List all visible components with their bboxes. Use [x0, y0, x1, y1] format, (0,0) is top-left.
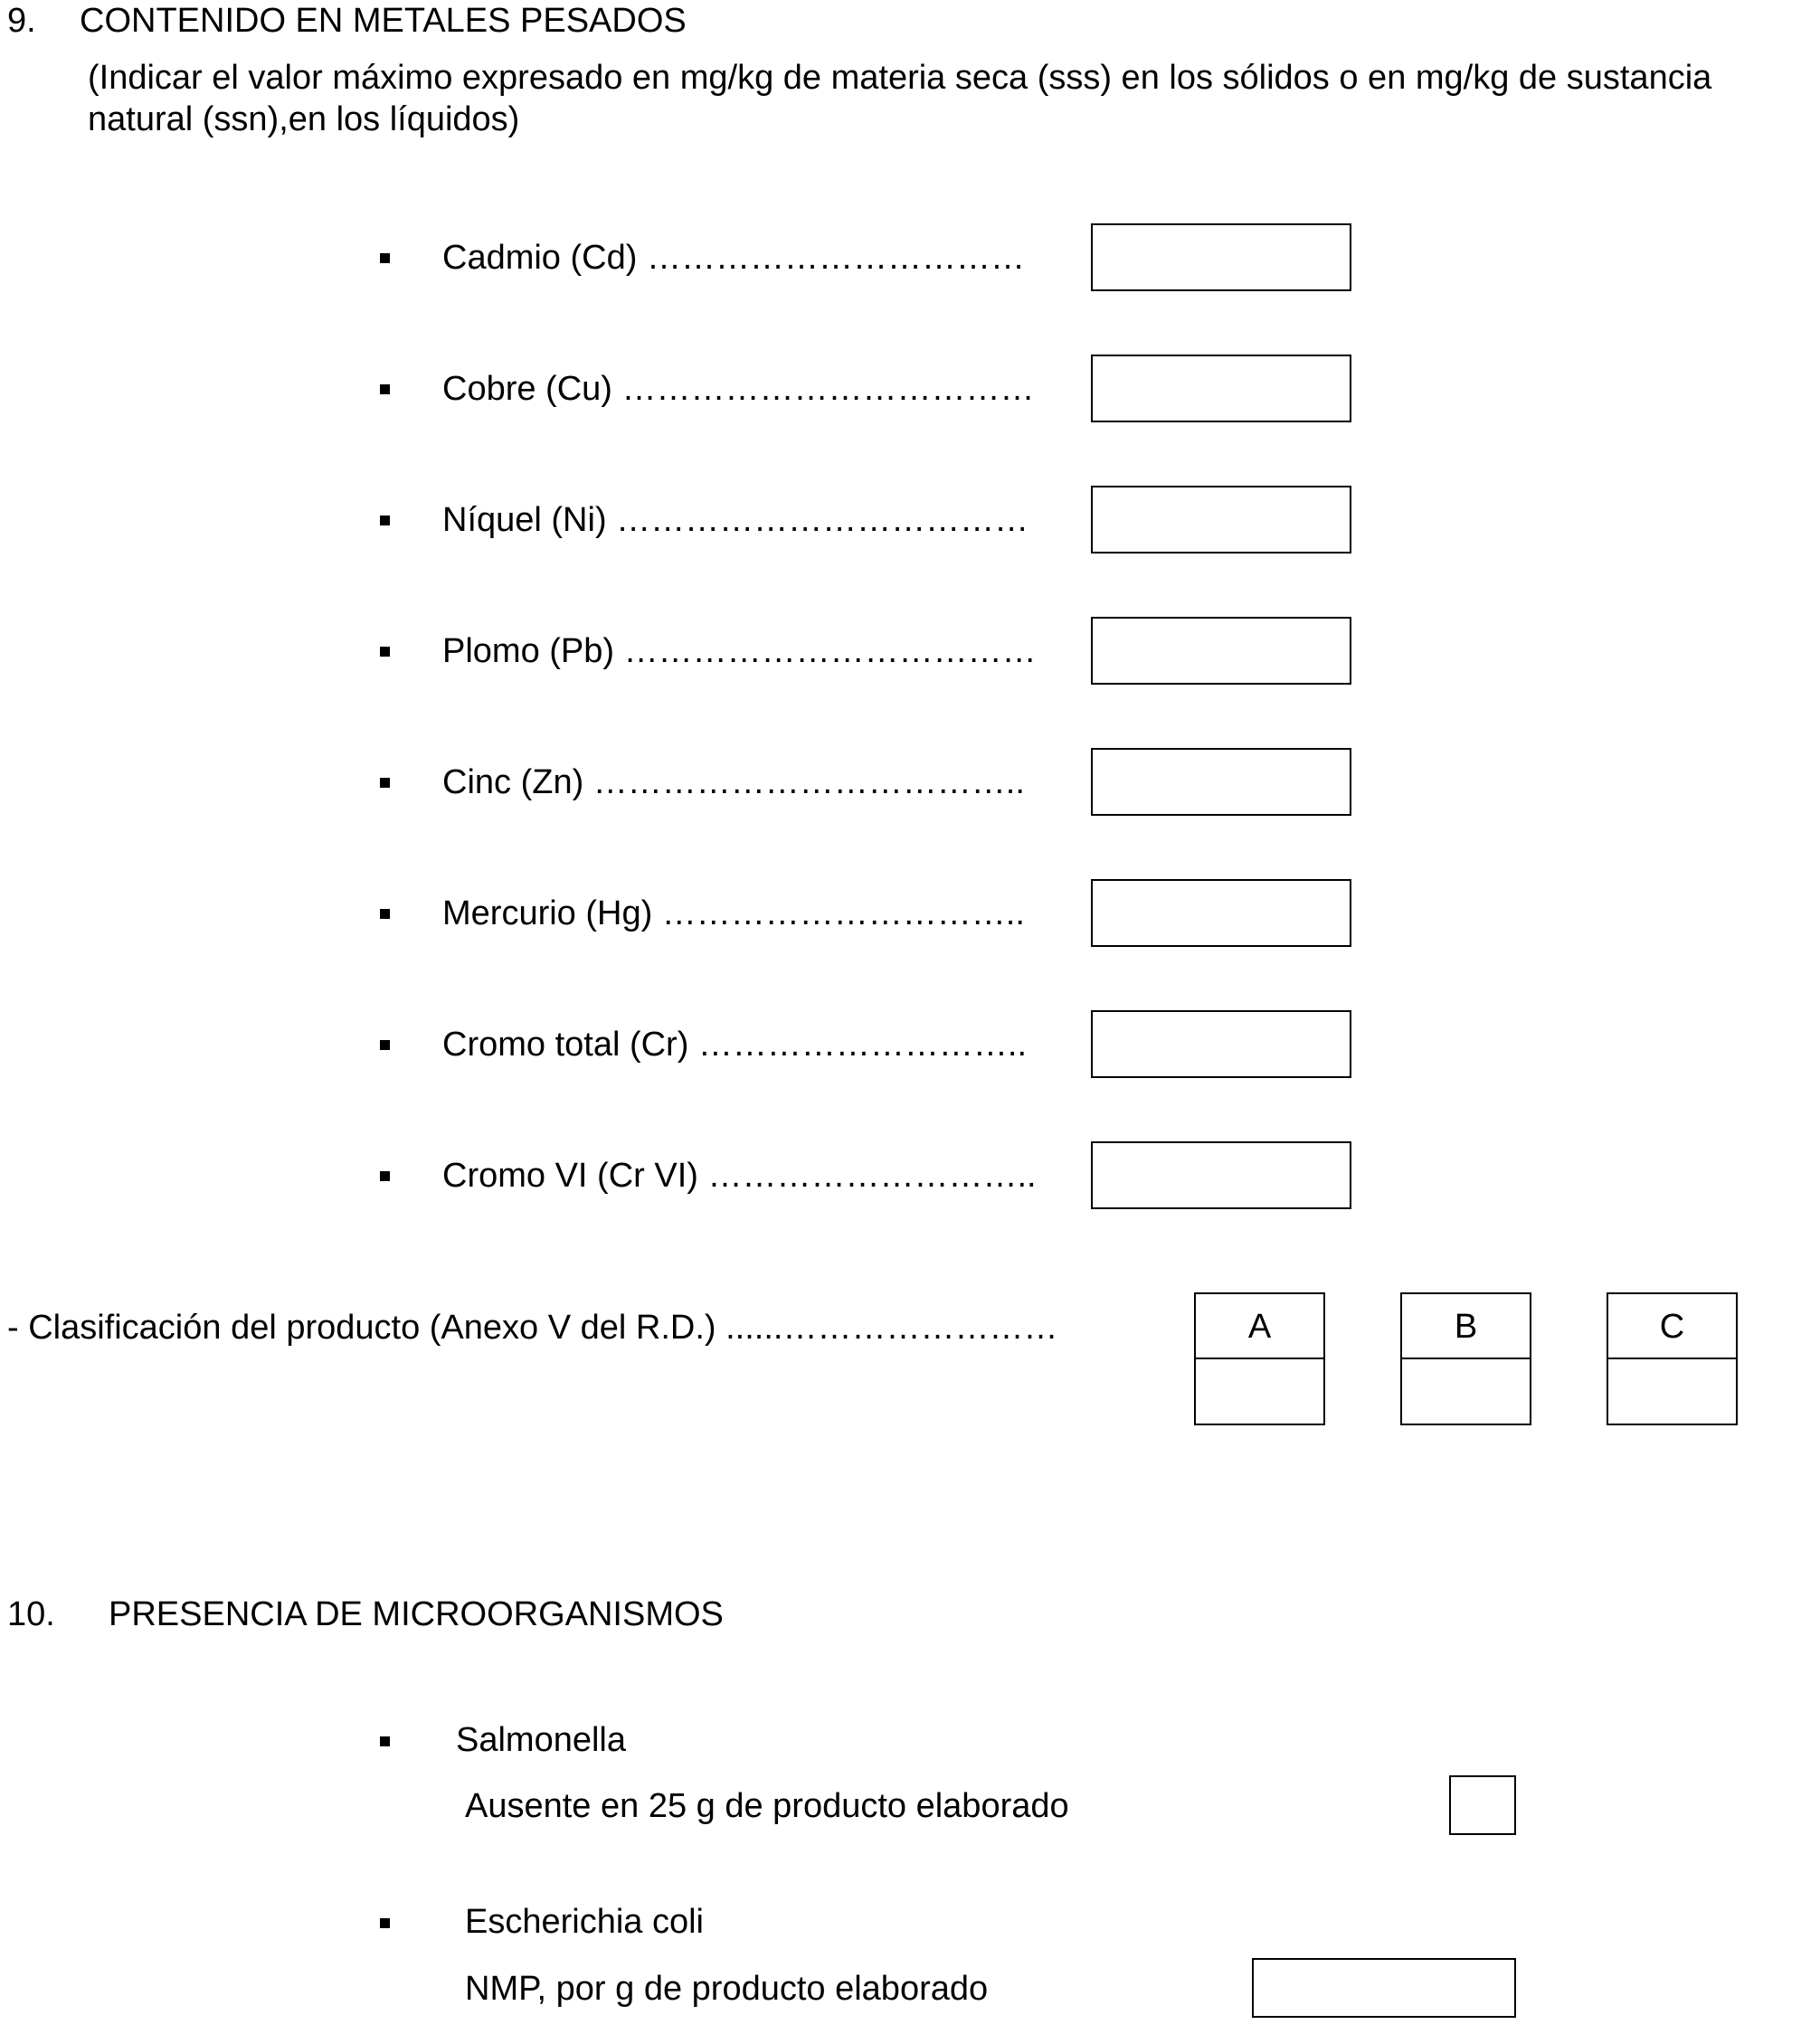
bullet-icon — [380, 253, 390, 263]
metal-input-cromo-vi[interactable] — [1091, 1141, 1351, 1209]
bullet-icon — [380, 778, 390, 788]
section-9-instructions-line2: natural (ssn),en los líquidos) — [88, 100, 520, 138]
bullet-icon — [380, 1736, 390, 1746]
metal-label-cromo-vi: Cromo VI (Cr VI) ……………………….. — [442, 1157, 1037, 1195]
ecoli-detail: NMP, por g de producto elaborado — [465, 1970, 989, 2008]
metal-input-cinc[interactable] — [1091, 748, 1351, 816]
salmonella-name: Salmonella — [456, 1721, 626, 1759]
section-10-title: PRESENCIA DE MICROORGANISMOS — [109, 1595, 724, 1633]
metal-label-niquel: Níquel (Ni) ……………………………… — [442, 501, 1029, 539]
metal-label-cobre: Cobre (Cu) ……………………………… — [442, 370, 1035, 408]
metal-label-mercurio: Mercurio (Hg) ………………………….. — [442, 894, 1025, 932]
classification-option-a[interactable] — [1194, 1292, 1325, 1425]
metal-input-plomo[interactable] — [1091, 617, 1351, 685]
bullet-icon — [380, 909, 390, 919]
bullet-icon — [380, 384, 390, 394]
ecoli-nmp-input[interactable] — [1252, 1958, 1516, 2018]
metal-input-cobre[interactable] — [1091, 355, 1351, 422]
bullet-icon — [380, 1918, 390, 1928]
salmonella-checkbox[interactable] — [1449, 1775, 1516, 1835]
bullet-icon — [380, 1171, 390, 1181]
classification-option-a-label: A — [1196, 1294, 1323, 1359]
section-10-number: 10. — [7, 1595, 55, 1633]
metal-label-plomo: Plomo (Pb) ……………………………… — [442, 632, 1037, 670]
section-9-title: CONTENIDO EN METALES PESADOS — [80, 2, 687, 40]
bullet-icon — [380, 647, 390, 657]
metal-input-cadmio[interactable] — [1091, 223, 1351, 291]
section-9-number: 9. — [7, 2, 36, 40]
salmonella-detail: Ausente en 25 g de producto elaborado — [465, 1787, 1069, 1825]
metal-input-mercurio[interactable] — [1091, 879, 1351, 947]
metal-input-cromo-total[interactable] — [1091, 1010, 1351, 1078]
ecoli-name: Escherichia coli — [465, 1903, 704, 1941]
metal-input-niquel[interactable] — [1091, 486, 1351, 553]
metal-label-cromo-total: Cromo total (Cr) ……………………….. — [442, 1026, 1028, 1064]
classification-option-b[interactable] — [1400, 1292, 1531, 1425]
classification-option-c-label: C — [1608, 1294, 1736, 1359]
classification-option-c[interactable] — [1607, 1292, 1738, 1425]
bullet-icon — [380, 516, 390, 525]
bullet-icon — [380, 1040, 390, 1050]
section-9-instructions-line1: (Indicar el valor máximo expresado en mg/kg de materia seca (sss) en los sólidos o en mg/kg de sustancia — [88, 59, 1712, 97]
classification-label: - Clasificación del producto (Anexo V del R.D.) ......…………………… — [7, 1309, 1058, 1347]
metal-label-cadmio: Cadmio (Cd) …………………………… — [442, 239, 1025, 277]
classification-option-b-label: B — [1402, 1294, 1530, 1359]
metal-label-cinc: Cinc (Zn) ……………………………….. — [442, 763, 1025, 801]
